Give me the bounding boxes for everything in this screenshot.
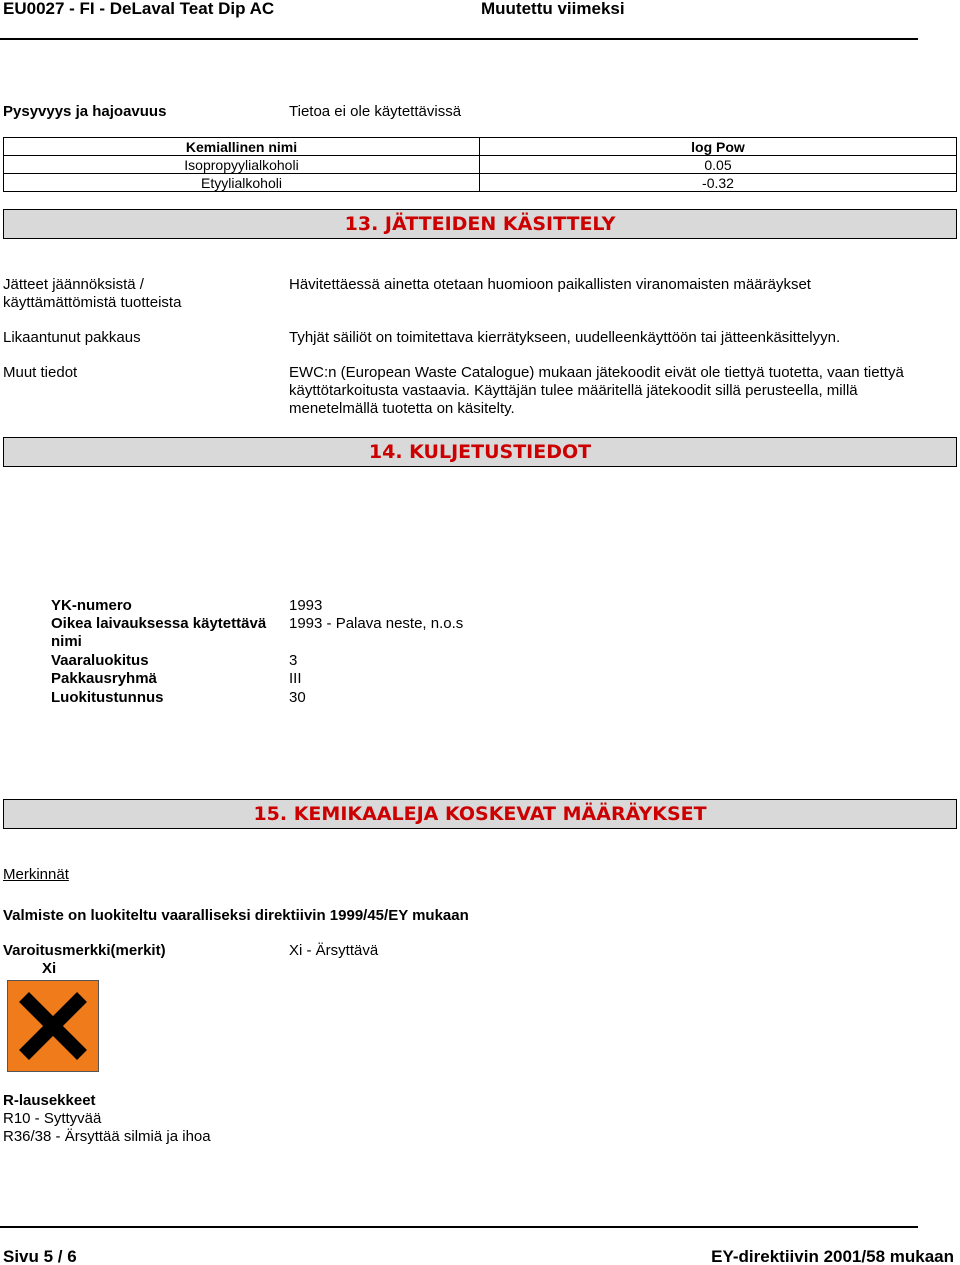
packing-group-value: III [289,670,302,687]
table-header-chem-name: Kemiallinen nimi [4,138,480,156]
table-row [4,156,957,174]
page-number: Sivu 5 / 6 [3,1247,77,1265]
hazard-symbol-label: Varoitusmerkki(merkit) [3,942,166,959]
table-cell-log-pow: 0.05 [480,156,957,174]
table-row [4,174,957,192]
classification-statement: Valmiste on luokiteltu vaaralliseksi direktiivin 1999/45/EY mukaan [3,907,469,924]
shipping-name-value: 1993 - Palava neste, n.o.s [289,615,464,632]
un-number-label: YK-numero [51,597,132,614]
residues-label-line1: Jätteet jäännöksistä / [3,276,144,293]
other-info-label: Muut tiedot [3,364,78,381]
persistence-label: Pysyvyys ja hajoavuus [3,103,167,120]
table-cell-chem-name: Isopropyylialkoholi [4,156,480,174]
markings-label: Merkinnät [3,866,69,883]
shipping-name-label-line1: Oikea laivauksessa käytettävä [51,615,267,632]
table-header-row [4,138,957,156]
irritant-hazard-icon [7,980,99,1072]
header-rule [0,38,918,40]
hazard-symbol-code: Xi [42,960,57,977]
section-14-title: 14. KULJETUSTIEDOT [3,437,957,467]
other-info-line3: menetelmällä tuotetta on käsitelty. [289,400,515,417]
r-phrase-2: R36/38 - Ärsyttää silmiä ja ihoa [3,1128,211,1145]
residues-label-line2: käyttämättömistä tuotteista [3,294,182,311]
document-title: EU0027 - FI - DeLaval Teat Dip AC [3,0,275,18]
section-13-title: 13. JÄTTEIDEN KÄSITTELY [3,209,957,239]
chemical-table [3,137,957,192]
table-cell-chem-name: Etyylialkoholi [4,174,480,192]
footer-rule [0,1226,918,1228]
persistence-value: Tietoa ei ole käytettävissä [289,103,462,120]
un-number-value: 1993 [289,597,323,614]
table-cell-log-pow: -0.32 [480,174,957,192]
table-header-log-pow: log Pow [480,138,957,156]
hazard-class-value: 3 [289,652,298,669]
packaging-label: Likaantunut pakkaus [3,329,141,346]
classification-code-value: 30 [289,689,306,706]
classification-code-label: Luokitustunnus [51,689,164,706]
other-info-line1: EWC:n (European Waste Catalogue) mukaan jätekoodit eivät ole tiettyä tuotetta, vaan tiettyä [289,364,904,381]
r-phrase-1: R10 - Syttyvää [3,1110,102,1127]
packing-group-label: Pakkausryhmä [51,670,157,687]
directive-note: EY-direktiivin 2001/58 mukaan [711,1247,954,1265]
section-15-title: 15. KEMIKAALEJA KOSKEVAT MÄÄRÄYKSET [3,799,957,829]
packaging-value: Tyhjät säiliöt on toimitettava kierrätykseen, uudelleenkäyttöön tai jätteenkäsittelyyn. [289,329,841,346]
hazard-class-label: Vaaraluokitus [51,652,149,669]
other-info-line2: käyttötarkoitusta vastaavia. Käyttäjän tulee määritellä jätekoodit sillä perusteella, millä [289,382,858,399]
residues-value: Hävitettäessä ainetta otetaan huomioon paikallisten viranomaisten määräykset [289,276,811,293]
r-phrases-title: R-lausekkeet [3,1092,96,1109]
hazard-symbol-value: Xi - Ärsyttävä [289,942,379,959]
last-modified-label: Muutettu viimeksi [481,0,625,18]
shipping-name-label-line2: nimi [51,633,82,650]
